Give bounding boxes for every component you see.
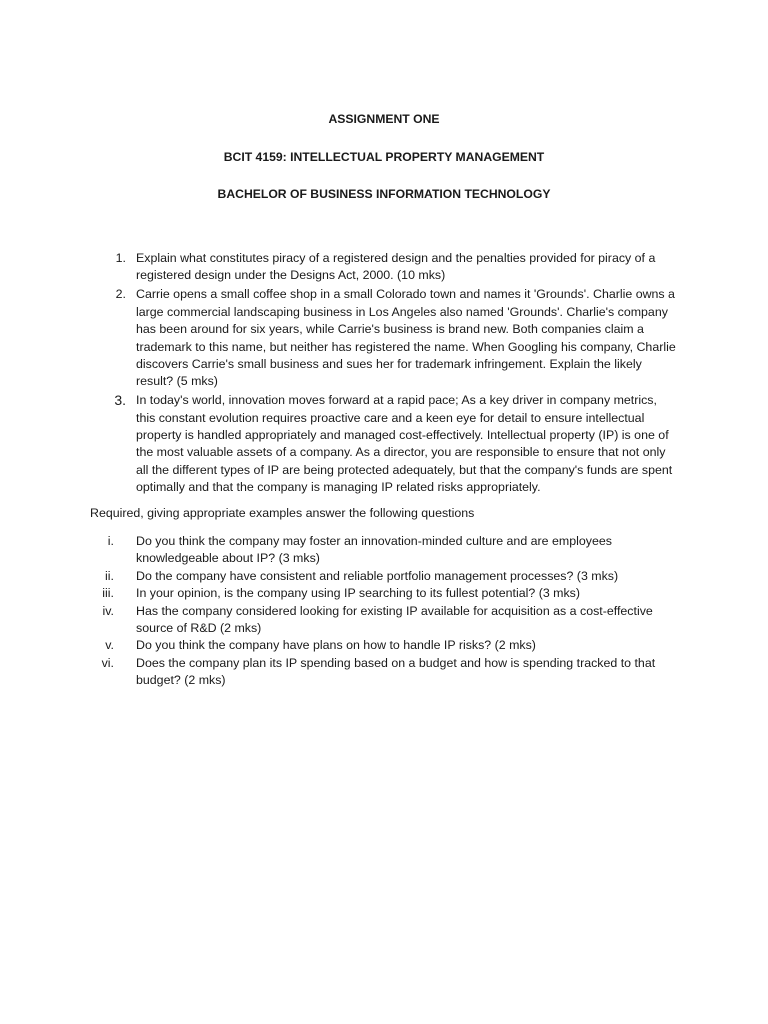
required-instruction: Required, giving appropriate examples answer the following questions <box>90 506 475 520</box>
sub-question-vi <box>0 655 768 690</box>
sub-question-iv <box>0 603 768 638</box>
sub-question-text: Has the company considered looking for existing IP available for acquisition as a cost-effective source of R&D (2 mks) <box>136 603 653 636</box>
sub-question-iii <box>0 585 768 602</box>
sub-question-text: In your opinion, is the company using IP searching to its fullest potential? (3 mks) <box>136 586 580 601</box>
sub-question-text: Do the company have consistent and reliable portfolio management processes? (3 mks) <box>136 568 619 583</box>
sub-question-text: Does the company plan its IP spending based on a budget and how is spending tracked to that budget? (2 mks) <box>136 655 656 688</box>
question-text: In today's world, innovation moves forward at a rapid pace; As a key driver in company metrics, this constant evolution requires proactive care and a keen eye for detail to ensure intellectual property is handled appropriately and managed cost-effectively. Intellectual property (IP) is one of the most valuable assets of a company. As a director, you are responsible to ensure that not only all the different types of IP are being protected adequately, but that the company's funds are spent optimally and that the company is managing IP related risks appropriately. <box>136 393 673 495</box>
question-text: Explain what constitutes piracy of a registered design and the penalties provided for piracy of a registered design under the Designs Act, 2000. (10 mks) <box>136 251 656 283</box>
sub-question-number: ii. <box>105 568 114 583</box>
question-number: 1. <box>115 251 126 265</box>
sub-question-ii <box>0 568 768 585</box>
question-3 <box>0 392 768 496</box>
sub-question-text: Do you think the company have plans on how to handle IP risks? (2 mks) <box>136 638 536 653</box>
sub-question-text: Do you think the company may foster an innovation-minded culture and are employees knowledgeable about IP? (3 mks) <box>136 534 612 566</box>
program-title: BACHELOR OF BUSINESS INFORMATION TECHNOLOGY <box>217 187 551 201</box>
sub-question-number: iv. <box>102 603 114 618</box>
question-number: 2. <box>115 287 126 302</box>
question-2 <box>0 286 768 390</box>
question-number: 3. <box>114 392 126 409</box>
sub-question-number: vi. <box>101 655 114 670</box>
sub-question-number: iii. <box>102 586 114 601</box>
question-1 <box>0 250 768 285</box>
question-list <box>0 250 768 498</box>
sub-question-number: i. <box>107 534 114 548</box>
assignment-title: ASSIGNMENT ONE <box>328 112 440 126</box>
sub-question-v <box>0 637 768 654</box>
question-text: Carrie opens a small coffee shop in a small Colorado town and names it 'Grounds'. Charlie owns a large commercial landscaping business in Los Angeles also named 'Grounds'. Charlie's company has been around for six years, while Carrie's business is brand new. Both companies claim a trademark to this name, but neither has registered the name. When Googling his company, Charlie discovers Carrie's small business and sues her for trademark infringement. Explain the likely result? (5 mks) <box>136 287 676 389</box>
sub-question-list <box>0 533 768 690</box>
sub-question-i <box>0 533 768 568</box>
course-title: BCIT 4159: INTELLECTUAL PROPERTY MANAGEMENT <box>223 150 545 164</box>
sub-question-number: v. <box>105 638 114 653</box>
